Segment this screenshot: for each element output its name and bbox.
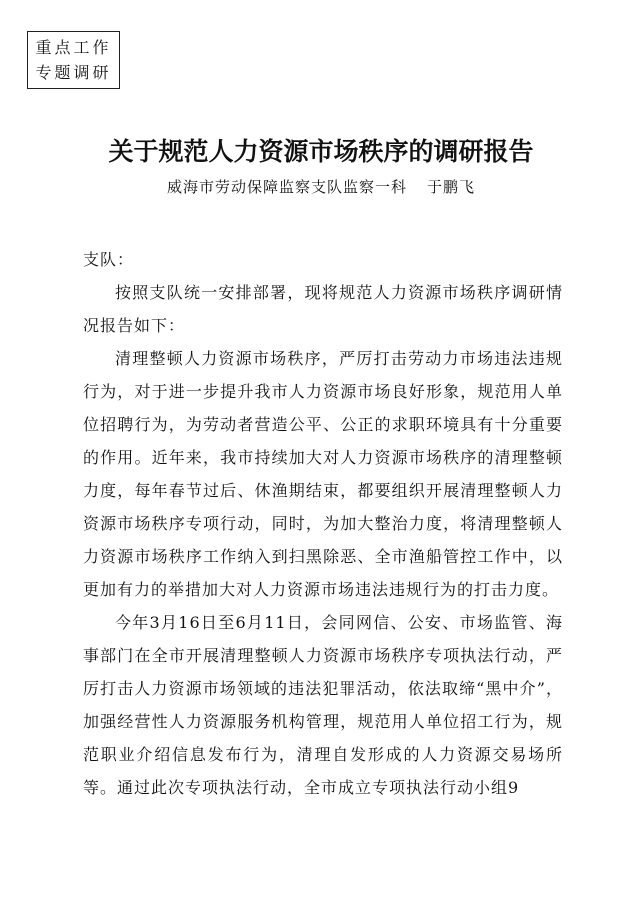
paragraph: 按照支队统一安排部署，现将规范人力资源市场秩序调研情况报告如下： (83, 283, 563, 335)
author-name: 于鹏飞 (427, 178, 476, 196)
paragraph: 清理整顿人力资源市场秩序，严厉打击劳动力市场违法违规行为，对于进一步提升我市人力资源市场良好形象，规范用人单位招聘行为，为劳动者营造公平、公正的求职环境具有十分重要的作用。近年来，我市持续加大对人力资源市场秩序的清理整顿力度，每年春节过后、休渔期结束，都要组织开展清理整顿人力资源市场秩序专项行动，同时，为加大整治力度，将清理整顿人力资源市场秩序工作纳入到扫黑除恶、全市渔船管控工作中，以更加有力的举措加大对人力资源市场违法违规行为的打击力度。 (83, 349, 563, 599)
document-body (83, 243, 563, 804)
stamp-line-1: 重点工作 (35, 38, 112, 57)
document-title: 关于规范人力资源市场秩序的调研报告 (108, 137, 534, 166)
topic-stamp (27, 31, 120, 89)
document-byline (0, 176, 642, 197)
salutation: 支队： (83, 250, 135, 269)
author-organization: 威海市劳动保障监察支队监察一科 (166, 178, 407, 196)
stamp-line-2: 专题调研 (35, 63, 112, 82)
paragraph: 今年3月16日至6月11日，会同网信、公安、市场监管、海事部门在全市开展清理整顿人力资源市场秩序专项执法行动，严厉打击人力资源市场领域的违法犯罪活动，依法取缔“黑中介”，加强经营性人力资源服务机构管理，规范用人单位招工行为，规范职业介绍信息发布行为，清理自发形成的人力资源交易场所等。通过此次专项执法行动，全市成立专项执法行动小组9 (83, 613, 563, 797)
